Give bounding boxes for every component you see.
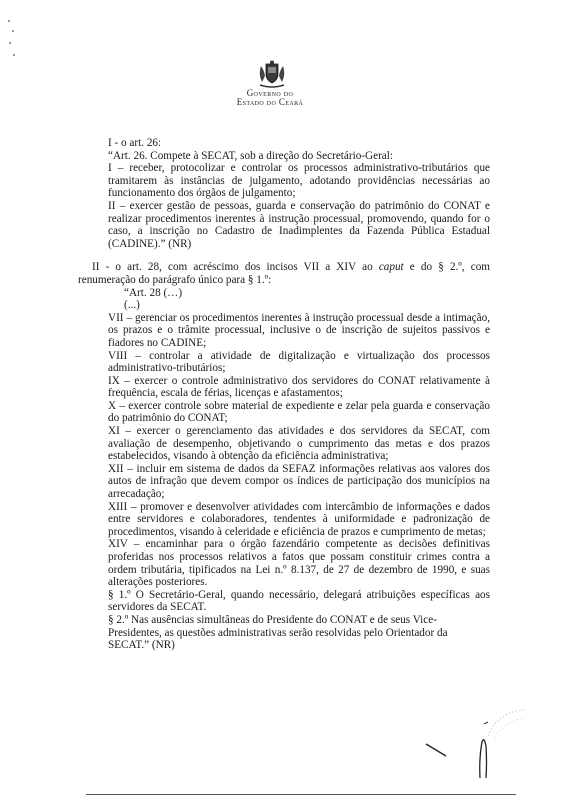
item-art28-intro — [78, 261, 490, 286]
header-state: Estado do Ceará — [236, 97, 304, 107]
art28-paragraph-2: § 2.º Nas ausências simultâneas do Presidente do CONAT e de seus Vice-Presidentes, as questões administrativas serão resolvidas pelo Orientador da SECAT.” (NR) — [108, 613, 448, 652]
art28-inciso-xi: XI – exercer o gerenciamento das atividades e dos servidores da SECAT, com avaliação de desempenho, objetivando o cumprimento das metas e dos prazos estabelecidos, visando à obtenção da eficiência administrativa; — [108, 425, 490, 463]
art26-inciso-i: I – receber, protocolizar e controlar os processos administrativo-tributários que tramitarem às instâncias de julgamento, adotando providências necessárias ao funcionamento dos órgãos de julgamento; — [108, 162, 490, 200]
art28-inciso-x: X – exercer controle sobre material de expediente e zelar pela guarda e conservação do patrimônio do CONAT; — [108, 399, 490, 425]
scan-specks — [6, 20, 18, 60]
art28-inciso-vii: VII – gerenciar os procedimentos inerentes à instrução processual desde a intimação, os prazos e o trâmite processual, inclusive o de inscrição de sujeitos passivos e fiadores no CADINE; — [108, 311, 490, 349]
footer-rule — [86, 794, 516, 795]
item-art26-intro: I - o art. 26: — [108, 137, 162, 149]
handwritten-initial-signature — [424, 720, 524, 780]
ellipsis-line: (...) — [124, 299, 140, 312]
art28-intro-text-b: e do § 2.º, com renumeração do parágrafo único para § 1.º: — [78, 261, 490, 286]
art26-inciso-ii: II – exercer gestão de pessoas, guarda e conservação do patrimônio do CONAT e realizar procedimentos inerentes à instrução processual, promovendo, quando for o caso, a inscrição no Cadastro de Inadimplentes da Fazenda Pública Estadual (CADINE).” (NR) — [108, 199, 490, 250]
art26-caput: “Art. 26. Compete à SECAT, sob a direção do Secretário-Geral: — [108, 149, 393, 162]
art28-inciso-xiii: XIII – promover e desenvolver atividades com intercâmbio de informações e dados entre servidores e colaboradores, tendentes à uniformidade e padronização de procedimentos, visando à celeridade e eficiência de prazos e cumprimento de metas; — [108, 500, 490, 538]
state-coat-of-arms-icon — [254, 60, 290, 90]
art28-paragraph-1: § 1.º O Secretário-Geral, quando necessário, delegará atribuições específicas aos servidores da SECAT. — [108, 588, 490, 614]
caput-word: caput — [378, 261, 404, 274]
header-government: Governo do — [246, 88, 294, 98]
art28-caput: “Art. 28 (…) — [124, 286, 183, 299]
art28-inciso-viii: VIII – controlar a atividade de digitalização e virtualização dos processos administrativo-tributários; — [108, 349, 490, 375]
document-body — [78, 137, 490, 652]
art28-inciso-ix: IX – exercer o controle administrativo dos servidores do CONAT relativamente à frequência, escala de férias, licenças e afastamentos; — [108, 374, 490, 400]
art28-inciso-xiv: XIV – encaminhar para o órgão fazendário competente as decisões definitivas proferidas nos processos relativos a fatos que possam constituir crimes contra a ordem tributária, tipificados na Lei n.º 8.137, de 27 de dezembro de 1990, e suas alterações posteriores. — [108, 538, 490, 589]
art28-inciso-xii: XII – incluir em sistema de dados da SEFAZ informações relativas aos valores dos autos de infração que devem compor os índices de participação dos municípios na arrecadação; — [108, 462, 490, 501]
art28-intro-text-a: II - o art. 28, com acréscimo dos incisos VII a XIV ao — [92, 261, 379, 274]
